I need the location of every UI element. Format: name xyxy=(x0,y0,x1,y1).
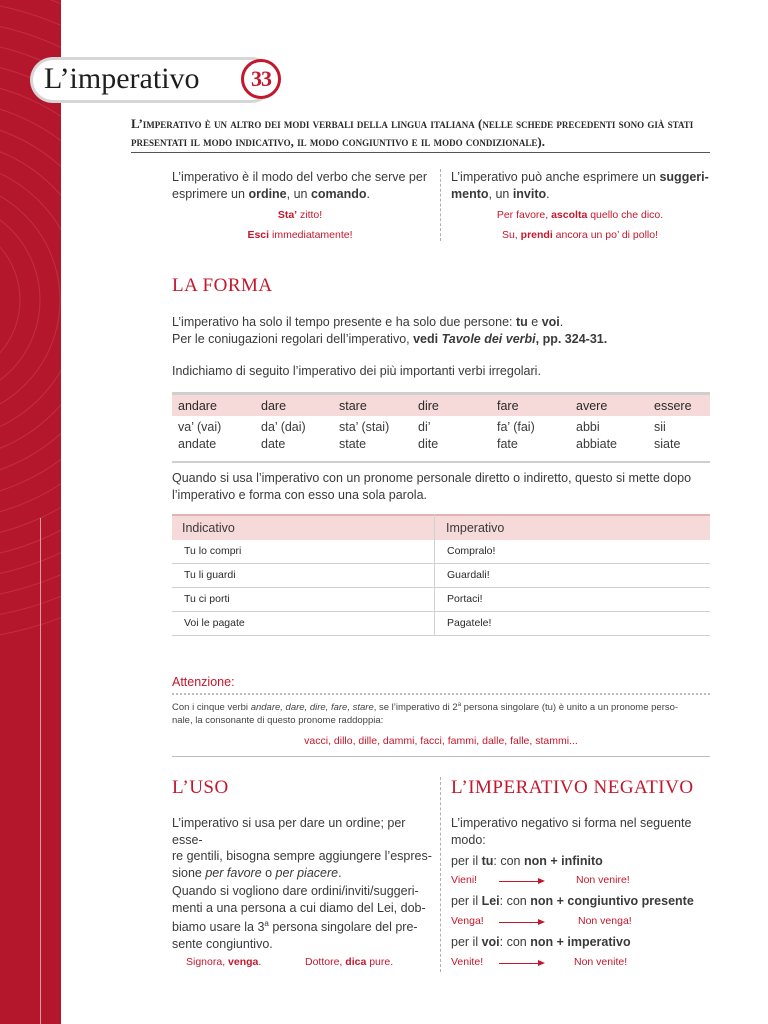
definition-right: L’imperativo può anche esprimere un suggeri- mento, un invito. xyxy=(451,170,709,201)
example-venga-neg: Venga! xyxy=(451,915,484,927)
section-title-uso: L’USO xyxy=(172,777,229,798)
header-indicativo: Indicativo xyxy=(182,521,235,535)
section-title-negativo: L’IMPERATIVO NEGATIVO xyxy=(451,777,694,798)
arrow-icon xyxy=(499,881,543,882)
attenzione-title: Attenzione: xyxy=(172,675,235,689)
example-venga: Signora, venga. xyxy=(186,956,262,968)
example-dica: Dottore, dica pure. xyxy=(305,956,394,968)
negativo-rule-voi: per il voi: con non + imperativo xyxy=(451,935,631,949)
verb-infinitive: fare xyxy=(497,399,519,413)
page-title: L’imperativo xyxy=(44,62,200,95)
verb-infinitive: essere xyxy=(654,399,692,413)
verb-infinitive: dare xyxy=(261,399,287,413)
table-row: Tu lo compri Compralo! xyxy=(172,540,710,564)
attenzione-rule xyxy=(172,693,710,695)
uso-paragraph-1: L’imperativo si usa per dare un ordine; per esse- re gentili, bisogna sempre aggiungere l’espres- sione per favore o per piacere. xyxy=(172,816,432,880)
example-non-venga: Non venga! xyxy=(578,915,632,927)
table-row: Tu li guardi Guardali! xyxy=(172,564,710,588)
verb-infinitive: avere xyxy=(576,399,608,413)
negativo-paragraph: L’imperativo negativo si forma nel seguente modo: xyxy=(451,816,692,847)
arrow-icon xyxy=(499,963,543,964)
example-non-venire: Non venire! xyxy=(576,874,630,886)
example-prendi: Su, prendi ancora un po’ di pollo! xyxy=(501,229,659,241)
table-row: Voi le pagate Pagatele! xyxy=(172,612,710,636)
header-imperativo: Imperativo xyxy=(446,521,505,535)
side-decoration-bar xyxy=(0,0,61,1024)
verb-infinitive: andare xyxy=(178,399,217,413)
chapter-number-badge: 33 xyxy=(241,59,281,99)
concentric-circles-decoration xyxy=(0,0,61,1024)
uso-paragraph-2: Quando si vogliono dare ordini/inviti/suggeri- menti a una persona a cui diamo del Lei, dob- biamo usare la 3$^a$ persona singolare del pre- sente congiuntivo. xyxy=(172,884,426,951)
forma-paragraph-3: Quando si usa l’imperativo con un pronome personale diretto o indiretto, questo si mette dopo l’imperativo e forma con esso una sola parola. xyxy=(172,471,692,502)
example-venite: Venite! xyxy=(451,956,484,968)
example-ascolta: Per favore, ascolta quello che dico. xyxy=(496,209,664,221)
example-sta-zitto: Sta’ zitto! xyxy=(277,209,323,221)
pronoun-table-header xyxy=(172,514,710,540)
section-title-forma: LA FORMA xyxy=(172,275,273,296)
table-row: Tu ci porti Portaci! xyxy=(172,588,710,612)
attenzione-bottom-rule xyxy=(172,756,710,757)
verbs-table-header xyxy=(172,392,710,416)
uso-negativo-divider xyxy=(440,777,441,972)
intro-rule xyxy=(131,152,710,153)
example-esci: Esci immediatamente! xyxy=(247,229,353,241)
attenzione-text: Con i cinque verbi andare, dare, dire, fare, stare, se l’imperativo di 2$^a$ persona singolare (tu) è unito a un pronome perso- nale, la consonante di questo pronome raddoppia: xyxy=(172,702,679,727)
negativo-rule-tu: per il tu: con non + infinito xyxy=(451,854,603,868)
pronoun-table-divider xyxy=(434,514,435,636)
arrow-icon xyxy=(499,922,543,923)
side-divider-line xyxy=(40,518,41,1024)
intro-paragraph: L’imperativo è un altro dei modi verbali della lingua italiana (nelle schede precedenti sono già stati presentati il modo indicativo, il modo congiuntivo e il modo condizionale). xyxy=(131,116,694,149)
forma-paragraph-1: L’imperativo ha solo il tempo presente e ha solo due persone: tu e voi. Per le coniugazioni regolari dell’imperativo, vedi Tavole dei verbi, pp. 324-31. xyxy=(172,315,608,346)
definition-left: L’imperativo è il modo del verbo che serve per esprimere un ordine, un comando. xyxy=(172,170,427,201)
attenzione-examples: vacci, dillo, dille, dammi, facci, fammi, dalle, falle, stammi... xyxy=(304,735,578,747)
example-vieni: Vieni! xyxy=(451,874,478,886)
verb-infinitive: dire xyxy=(418,399,439,413)
example-non-venite: Non venite! xyxy=(574,956,628,968)
definition-divider xyxy=(440,169,441,241)
negativo-rule-lei: per il Lei: con non + congiuntivo presente xyxy=(451,894,694,908)
forma-paragraph-2: Indichiamo di seguito l’imperativo dei più importanti verbi irregolari. xyxy=(172,364,541,378)
verb-infinitive: stare xyxy=(339,399,367,413)
verbs-table-bottom-rule xyxy=(172,461,710,463)
